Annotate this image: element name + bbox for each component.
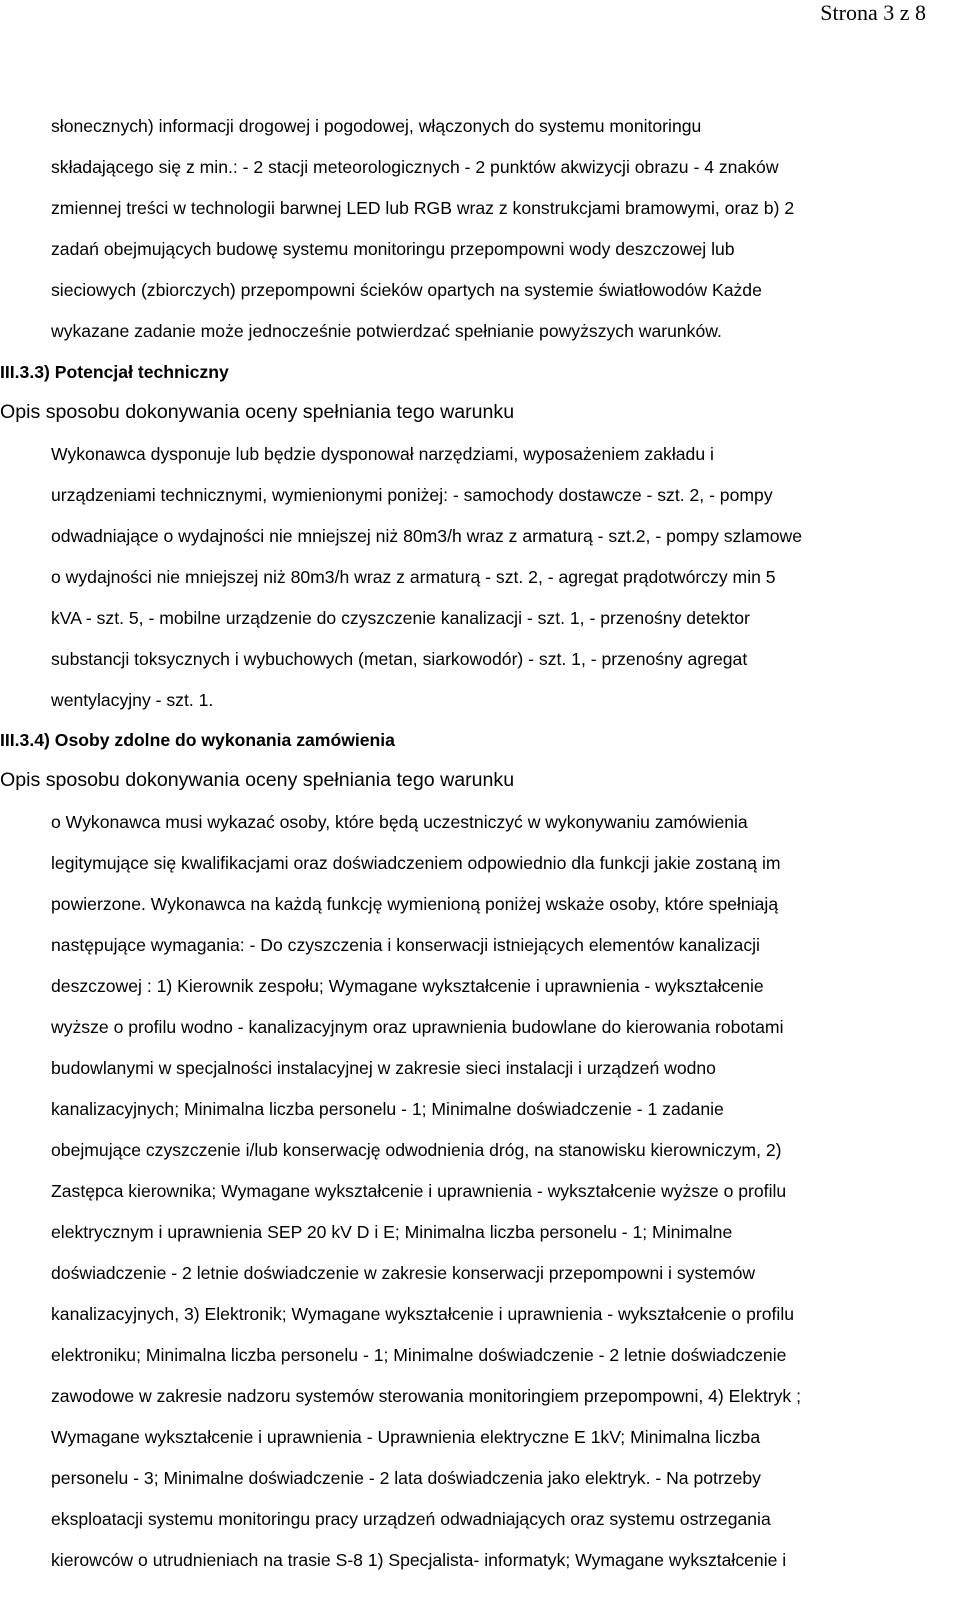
text-line: kVA - szt. 5, - mobilne urządzenie do czyszczenie kanalizacji - szt. 1, - przenośny detektor: [51, 608, 750, 628]
text-line: słonecznych) informacji drogowej i pogodowej, włączonych do systemu monitoringu: [51, 116, 702, 136]
text-line: Wymagane wykształcenie i uprawnienia - Uprawnienia elektryczne E 1kV; Minimalna liczba: [51, 1427, 761, 1447]
text-line: wykazane zadanie może jednocześnie potwierdzać spełnianie powyższych warunków.: [51, 321, 722, 341]
text-line: doświadczenie - 2 letnie doświadczenie w zakresie konserwacji przepompowni i systemów: [51, 1263, 756, 1283]
text-line: wentylacyjny - szt. 1.: [51, 690, 214, 710]
text-line: kanalizacyjnych, 3) Elektronik; Wymagane wykształcenie i uprawnienia - wykształcenie o profilu: [51, 1304, 795, 1324]
text-line: kanalizacyjnych; Minimalna liczba personelu - 1; Minimalne doświadczenie - 1 zadanie: [51, 1099, 724, 1119]
text-line: deszczowej : 1) Kierownik zespołu; Wymagane wykształcenie i uprawnienia - wykształcenie: [51, 976, 764, 996]
text-line: Wykonawca dysponuje lub będzie dysponował narzędziami, wyposażeniem zakładu i: [51, 444, 714, 464]
text-line: wyższe o profilu wodno - kanalizacyjnym oraz uprawnienia budowlane do kierowania robotami: [51, 1017, 784, 1037]
text-line: kierowców o utrudnieniach na trasie S-8 1) Specjalista- informatyk; Wymagane wykształcenie i: [51, 1550, 787, 1570]
text-line: substancji toksycznych i wybuchowych (metan, siarkowodór) - szt. 1, - przenośny agregat: [51, 649, 748, 669]
section-subheading-opis: Opis sposobu dokonywania oceny spełniania tego warunku: [0, 769, 515, 791]
text-line: personelu - 3; Minimalne doświadczenie - 2 lata doświadczenia jako elektryk. - Na potrzeby: [51, 1468, 761, 1488]
text-line: eksploatacji systemu monitoringu pracy urządzeń odwadniających oraz systemu ostrzegania: [51, 1509, 771, 1529]
text-line: sieciowych (zbiorczych) przepompowni ścieków opartych na systemie światłowodów Każde: [51, 280, 762, 300]
text-line: urządzeniami technicznymi, wymienionymi poniżej: - samochody dostawcze - szt. 2, - pompy: [51, 485, 773, 505]
text-line: elektroniku; Minimalna liczba personelu - 1; Minimalne doświadczenie - 2 letnie doświadczenie: [51, 1345, 787, 1365]
text-line: zmiennej treści w technologii barwnej LED lub RGB wraz z konstrukcjami bramowymi, oraz b) 2: [51, 198, 795, 218]
text-line: o Wykonawca musi wykazać osoby, które będą uczestniczyć w wykonywaniu zamówienia: [51, 812, 748, 832]
text-line: legitymujące się kwalifikacjami oraz doświadczeniem odpowiednio dla funkcji jakie zostaną im: [51, 853, 781, 873]
text-line: obejmujące czyszczenie i/lub konserwację odwodnienia dróg, na stanowisku kierowniczym, 2): [51, 1140, 782, 1160]
text-line: zadań obejmujących budowę systemu monitoringu przepompowni wody deszczowej lub: [51, 239, 735, 259]
text-line: Zastępca kierownika; Wymagane wykształcenie i uprawnienia - wykształcenie wyższe o profilu: [51, 1181, 787, 1201]
text-line: następujące wymagania: - Do czyszczenia i konserwacji istniejących elementów kanalizacji: [51, 935, 760, 955]
text-line: elektrycznym i uprawnienia SEP 20 kV D i E; Minimalna liczba personelu - 1; Minimalne: [51, 1222, 733, 1242]
text-line: odwadniające o wydajności nie mniejszej niż 80m3/h wraz z armaturą - szt.2, - pompy szlamowe: [51, 526, 802, 546]
text-line: składającego się z min.: - 2 stacji meteorologicznych - 2 punktów akwizycji obrazu - 4 znaków: [51, 157, 779, 177]
page-number: Strona 3 z 8: [820, 0, 926, 25]
text-line: powierzone. Wykonawca na każdą funkcję wymienioną poniżej wskaże osoby, które spełniają: [51, 894, 779, 914]
text-line: zawodowe w zakresie nadzoru systemów sterowania monitoringiem przepompowni, 4) Elektryk ;: [51, 1386, 802, 1406]
text-line: o wydajności nie mniejszej niż 80m3/h wraz z armaturą - szt. 2, - agregat prądotwórczy min 5: [51, 567, 776, 587]
section-heading-potencjal-techniczny: III.3.3) Potencjał techniczny: [0, 362, 229, 382]
text-line: budowlanymi w specjalności instalacyjnej w zakresie sieci instalacji i urządzeń wodno: [51, 1058, 716, 1078]
section-subheading-opis: Opis sposobu dokonywania oceny spełniania tego warunku: [0, 401, 515, 423]
section-heading-osoby: III.3.4) Osoby zdolne do wykonania zamówienia: [0, 730, 395, 750]
